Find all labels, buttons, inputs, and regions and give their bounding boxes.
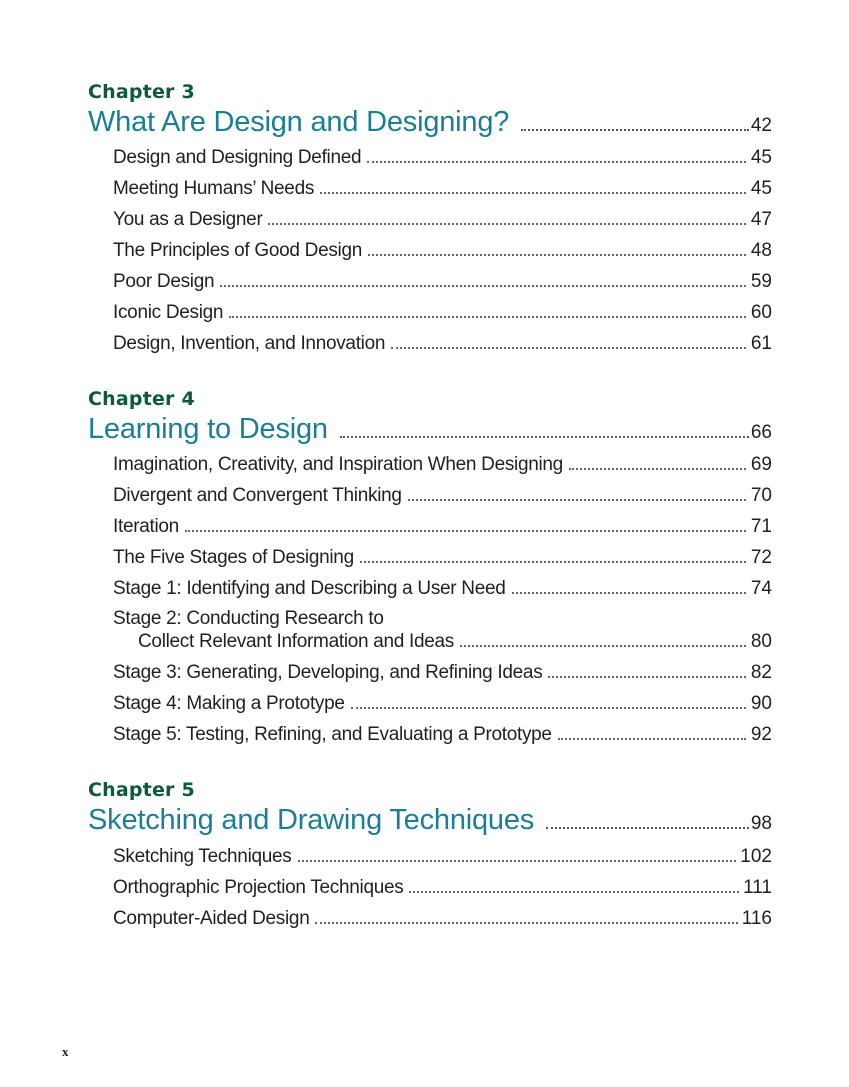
dot-leader [368, 254, 746, 256]
page-number: 80 [750, 631, 772, 652]
toc-entry[interactable] [113, 846, 772, 872]
toc-entry[interactable] [113, 516, 772, 542]
toc-entry[interactable] [113, 302, 772, 328]
page-number: 90 [750, 693, 772, 714]
dot-leader [315, 922, 737, 924]
toc-entry[interactable] [113, 209, 772, 235]
toc-entry[interactable] [113, 662, 772, 688]
dot-leader [367, 161, 746, 163]
page-number: 102 [740, 846, 772, 867]
dot-leader [268, 223, 746, 225]
toc-entry[interactable] [113, 147, 772, 173]
page-number: 72 [750, 547, 772, 568]
page-number: 45 [750, 178, 772, 199]
dot-leader [220, 285, 746, 287]
section-title: Iconic Design [113, 302, 224, 323]
page-number: 66 [750, 422, 772, 443]
chapter-label: Chapter 4 [88, 388, 195, 410]
page-number: 61 [750, 333, 772, 354]
toc-entry[interactable] [113, 908, 772, 934]
section-title: Stage 5: Testing, Refining, and Evaluating a Prototype [113, 724, 552, 745]
toc-entry[interactable] [113, 578, 772, 604]
section-title: Stage 3: Generating, Developing, and Refining Ideas [113, 662, 543, 683]
chapter-title-entry[interactable] [88, 106, 772, 140]
dot-leader [409, 891, 739, 893]
dot-leader [229, 316, 746, 318]
toc-entry[interactable] [113, 178, 772, 204]
toc-entry-continuation[interactable] [113, 631, 772, 657]
toc-entry[interactable] [113, 333, 772, 359]
page-number: 48 [750, 240, 772, 261]
section-title: Stage 4: Making a Prototype [113, 693, 345, 714]
section-title: Divergent and Convergent Thinking [113, 485, 402, 506]
page-number: 71 [750, 516, 772, 537]
chapter-label: Chapter 3 [88, 81, 195, 103]
page-number: 98 [750, 813, 772, 834]
dot-leader [546, 827, 749, 829]
dot-leader [360, 561, 746, 563]
section-title: Stage 2: Conducting Research to [113, 608, 384, 629]
section-title: Meeting Humans’ Needs [113, 178, 315, 199]
dot-leader [298, 860, 737, 862]
dot-leader [408, 499, 746, 501]
chapter-title: What Are Design and Designing? [88, 106, 510, 138]
page-number: 60 [750, 302, 772, 323]
dot-leader [569, 468, 746, 470]
dot-leader [351, 707, 746, 709]
page-number: 47 [750, 209, 772, 230]
section-title: Imagination, Creativity, and Inspiration When Designing [113, 454, 563, 475]
toc-entry[interactable] [113, 454, 772, 480]
page-number: 74 [750, 578, 772, 599]
dot-leader [460, 645, 746, 647]
page-number: 92 [750, 724, 772, 745]
page-number: 45 [750, 147, 772, 168]
toc-entry[interactable] [113, 693, 772, 719]
page-number: 70 [750, 485, 772, 506]
chapter-title: Learning to Design [88, 413, 328, 445]
section-title-continuation: Collect Relevant Information and Ideas [138, 631, 455, 652]
page-number: 42 [750, 115, 772, 136]
dot-leader [548, 676, 746, 678]
dot-leader [391, 347, 746, 349]
section-title: The Five Stages of Designing [113, 547, 354, 568]
chapter-title: Sketching and Drawing Techniques [88, 804, 535, 836]
page-number: 59 [750, 271, 772, 292]
section-title: Stage 1: Identifying and Describing a User Need [113, 578, 506, 599]
toc-entry[interactable] [113, 271, 772, 297]
page-number: 69 [750, 454, 772, 475]
page-number: 111 [743, 877, 772, 898]
section-title: Computer-Aided Design [113, 908, 310, 929]
section-title: Iteration [113, 516, 179, 537]
toc-entry[interactable] [113, 547, 772, 573]
section-title: Orthographic Projection Techniques [113, 877, 404, 898]
toc-entry[interactable] [113, 240, 772, 266]
page-number: 82 [750, 662, 772, 683]
dot-leader [521, 129, 749, 131]
dot-leader [320, 192, 746, 194]
dot-leader [340, 436, 749, 438]
section-title: Sketching Techniques [113, 846, 292, 867]
toc-entry[interactable] [113, 485, 772, 511]
toc-entry[interactable] [113, 877, 772, 903]
page-number: 116 [741, 908, 772, 929]
page-folio: x [62, 1044, 69, 1059]
section-title: The Principles of Good Design [113, 240, 362, 261]
dot-leader [558, 738, 746, 740]
chapter-label: Chapter 5 [88, 779, 195, 801]
dot-leader [185, 530, 746, 532]
section-title: Design, Invention, and Innovation [113, 333, 386, 354]
section-title: Poor Design [113, 271, 215, 292]
toc-entry[interactable] [113, 724, 772, 750]
chapter-title-entry[interactable] [88, 804, 772, 838]
chapter-title-entry[interactable] [88, 413, 772, 447]
section-title: Design and Designing Defined [113, 147, 362, 168]
section-title: You as a Designer [113, 209, 263, 230]
dot-leader [512, 592, 746, 594]
